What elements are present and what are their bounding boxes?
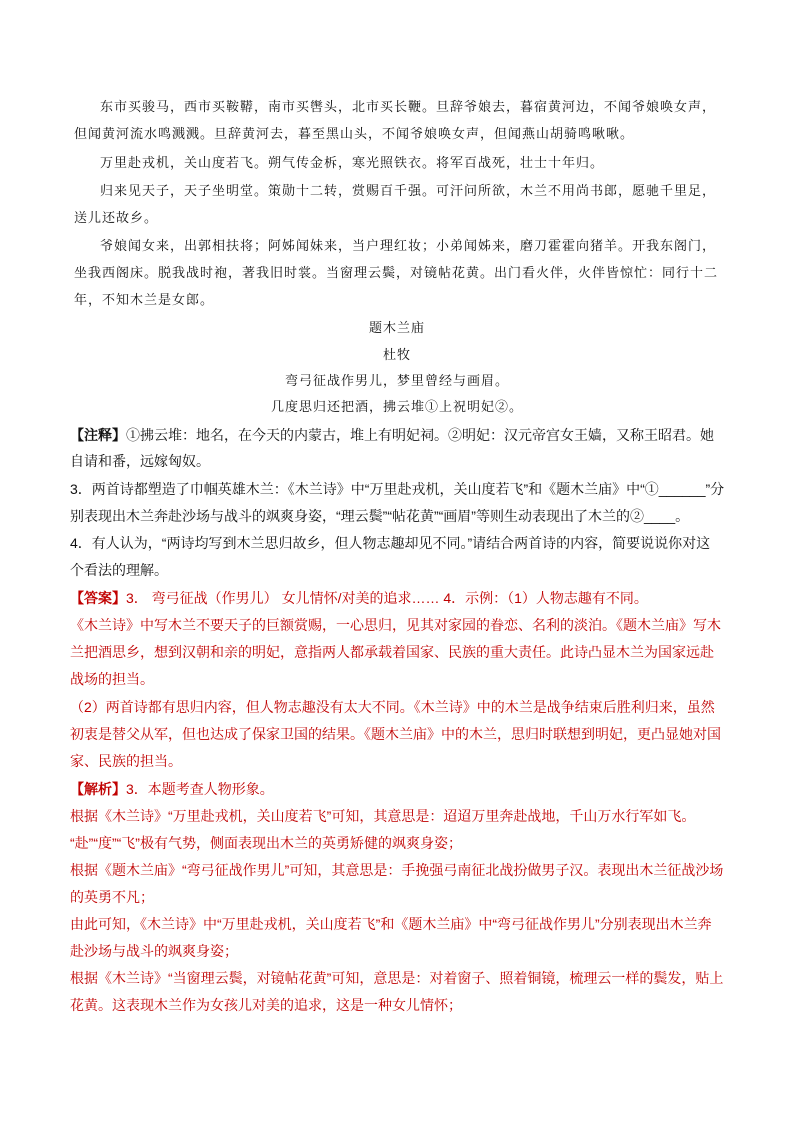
analysis-line5: 的英勇不凡；	[70, 889, 154, 905]
answer-tag: 【答案】	[70, 590, 126, 606]
analysis-line2: 根据《木兰诗》“万里赴戎机，关山度若飞”可知，其意思是：迢迢万里奔赴战地，千山万水行军如飞。	[70, 808, 696, 824]
poem-p4-line2: 坐我西阁床。脱我战时袍，著我旧时裳。当窗理云鬓，对镜帖花黄。出门看火伴，火伴皆惊忙：同行十二	[74, 266, 719, 281]
analysis-text1: 3．本题考查人物形象。	[126, 781, 274, 797]
notes-text1: ①拂云堆：地名，在今天的内蒙古，堆上有明妃祠。②明妃：汉元帝宫女王嫱，又称王昭君。她	[126, 427, 714, 443]
analysis-line7: 赴沙场与战斗的飒爽身姿；	[70, 943, 238, 959]
answer-text1: 3． 弯弓征战（作男儿） 女儿情怀/对美的追求…… 4．示例：（1）人物志趣有不同。	[126, 590, 648, 606]
question4-line1: 4．有人认为，“两诗均写到木兰思归故乡，但人物志趣却见不同。”请结合两首诗的内容，简要说说你对这	[70, 535, 711, 551]
analysis-line4: 根据《题木兰庙》“弯弓征战作男儿”可知，其意思是：手挽强弓南征北战扮做男子汉。表现出木兰征战沙场	[70, 862, 724, 878]
question3-line1: 3．两首诗都塑造了巾帼英雄木兰：《木兰诗》中“万里赴戎机，关山度若飞”和《题木兰庙》中“①______”分	[70, 481, 725, 497]
poem-p2: 万里赴戎机，关山度若飞。朔气传金柝，寒光照铁衣。将军百战死，壮士十年归。	[100, 156, 605, 171]
analysis-tag: 【解析】	[70, 781, 126, 797]
poem-p1-line1: 东市买骏马，西市买鞍鞯，南市买辔头，北市买长鞭。旦辞爷娘去，暮宿黄河边，不闻爷娘唤女声，	[100, 100, 717, 115]
answer-line5: （2）两首诗都有思归内容，但人物志趣没有太大不同。《木兰诗》中的木兰是战争结束后胜利归来，虽然	[70, 699, 715, 715]
analysis-line9: 花黄。这表现木兰作为女孩儿对美的追求，这是一种女儿情怀；	[70, 997, 462, 1013]
poem-p3-line1: 归来见天子，天子坐明堂。策勋十二转，赏赐百千强。可汗问所欲，木兰不用尚书郎，愿驰千里足，	[100, 184, 717, 199]
question4-line2: 个看法的理解。	[70, 562, 168, 578]
analysis-line3: “赴”“度”“飞”极有气势，侧面表现出木兰的英勇矫健的飒爽身姿；	[70, 835, 462, 851]
notes-line1	[70, 425, 714, 445]
answer-line7: 家、民族的担当。	[70, 753, 182, 769]
poem2-title: 题木兰庙	[368, 321, 425, 336]
poem-p4-line1: 爷娘闻女来，出郭相扶将；阿姊闻妹来，当户理红妆；小弟闻姊来，磨刀霍霍向猪羊。开我东阁门，	[100, 239, 717, 254]
poem-p3-line2: 送儿还故乡。	[74, 211, 159, 226]
poem-p1-line2: 但闻黄河流水鸣溅溅。旦辞黄河去，暮至黑山头，不闻爷娘唤女声，但闻燕山胡骑鸣啾啾。	[74, 127, 635, 142]
question3-line2: 别表现出木兰奔赴沙场与战斗的飒爽身姿，“理云鬓”“帖花黄”“画眉”等则生动表现出了木兰的②____。	[70, 508, 690, 524]
notes-tag: 【注释】	[70, 427, 126, 443]
analysis-line1	[70, 779, 274, 799]
answer-line1	[70, 588, 648, 608]
notes-line2: 自请和番，远嫁匈奴。	[70, 453, 210, 469]
answer-line3: 兰把酒思乡，想到汉朝和亲的明妃，意指两人都承载着国家、民族的重大责任。此诗凸显木兰为国家远赴	[70, 644, 714, 660]
answer-line4: 战场的担当。	[70, 671, 154, 687]
answer-line2: 《木兰诗》中写木兰不要天子的巨额赏赐，一心思归，见其对家园的眷恋、名利的淡泊。《题木兰庙》写木	[70, 617, 721, 633]
poem2-line1: 弯弓征战作男儿，梦里曾经与画眉。	[284, 374, 509, 389]
poem2-line2: 几度思归还把酒，拂云堆①上祝明妃②。	[270, 400, 523, 415]
poem2-author: 杜牧	[382, 348, 411, 363]
analysis-line8: 根据《木兰诗》“当窗理云鬓，对镜帖花黄”可知，意思是：对着窗子、照着铜镜，梳理云一样的鬓发，贴上	[70, 970, 724, 986]
answer-line6: 初衷是替父从军，但也达成了保家卫国的结果。《题木兰庙》中的木兰，思归时联想到明妃，更凸显她对国	[70, 726, 721, 742]
poem-p4-line3: 年，不知木兰是女郎。	[74, 293, 215, 308]
analysis-line6: 由此可知，《木兰诗》中“万里赴戎机，关山度若飞”和《题木兰庙》中“弯弓征战作男儿”分别表现出木兰奔	[70, 916, 712, 932]
